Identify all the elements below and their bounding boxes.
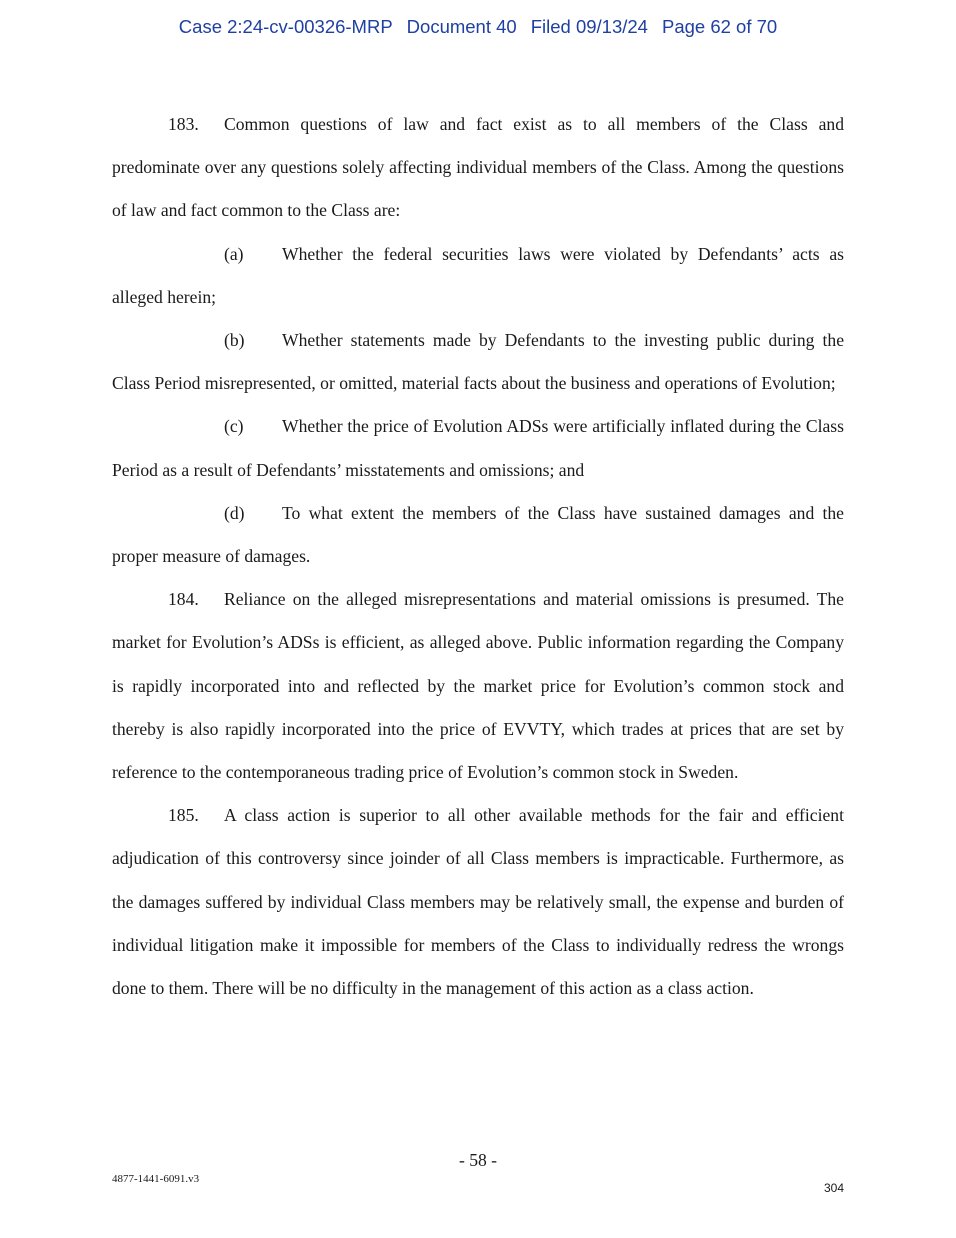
list-item-c	[112, 405, 844, 491]
item-text: Whether statements made by Defendants to the investing public during the Class Period misrepresented, or omitted, material facts about the business and operations of Evolution;	[112, 330, 844, 394]
document-body	[112, 103, 844, 1010]
page-of: Page 62 of 70	[661, 16, 778, 37]
item-text: Whether the federal securities laws were violated by Defendants’ acts as alleged herein;	[112, 243, 844, 307]
paragraph-number: 183.	[168, 114, 199, 134]
paragraph-number: 184.	[168, 589, 199, 610]
list-item-a	[112, 233, 844, 319]
filed-date: Filed 09/13/24	[530, 16, 648, 37]
page-number: - 58 -	[458, 1150, 498, 1170]
item-label: (b)	[224, 330, 245, 351]
paragraph-183	[112, 103, 844, 233]
list-item-d	[112, 492, 844, 578]
paragraph-number: 185.	[168, 805, 199, 826]
item-label: (d)	[224, 502, 245, 523]
paragraph-text: A class action is superior to all other available methods for the fair and efficient adjudication of this controversy since joinder of all Class members is impracticable. Furthermore, as the damages suffered by individual Class members may be relatively small, the expense and burden of individual litigation make it impossible for members of the Class to individually redress the wrongs done to them. There will be no difficulty in the management of this action as a class action.	[112, 805, 844, 999]
paragraph-text: Reliance on the alleged misrepresentations and material omissions is presumed. The market for Evolution’s ADSs is efficient, as alleged above. Public information regarding the Company is rapidly incorporated into and reflected by the market price for Evolution’s common stock and thereby is also rapidly incorporated into the price of EVVTY, which trades at prices that are set by reference to the contemporaneous trading price of Evolution’s common stock in Sweden.	[112, 589, 844, 783]
item-text: To what extent the members of the Class have sustained damages and the proper measure of damages.	[112, 502, 844, 567]
list-item-b	[112, 319, 844, 405]
paragraph-text: Common questions of law and fact exist as to all members of the Class and predominate over any questions solely affecting individual members of the Class. Among the questions of law and fact common to the Class are:	[112, 114, 844, 221]
case-header	[0, 16, 956, 38]
case-number: Case 2:24-cv-00326-MRP	[178, 16, 393, 37]
document-id: 4877-1441-6091.v3	[112, 1173, 200, 1185]
item-label: (a)	[224, 243, 244, 264]
item-text: Whether the price of Evolution ADSs were artificially inflated during the Class Period as a result of Defendants’ misstatements and omissions; and	[112, 416, 844, 480]
paragraph-184	[112, 578, 844, 794]
bates-number: 304	[823, 1181, 844, 1195]
paragraph-185	[112, 794, 844, 1010]
document-number: Document 40	[406, 16, 517, 37]
item-label: (c)	[224, 416, 244, 437]
